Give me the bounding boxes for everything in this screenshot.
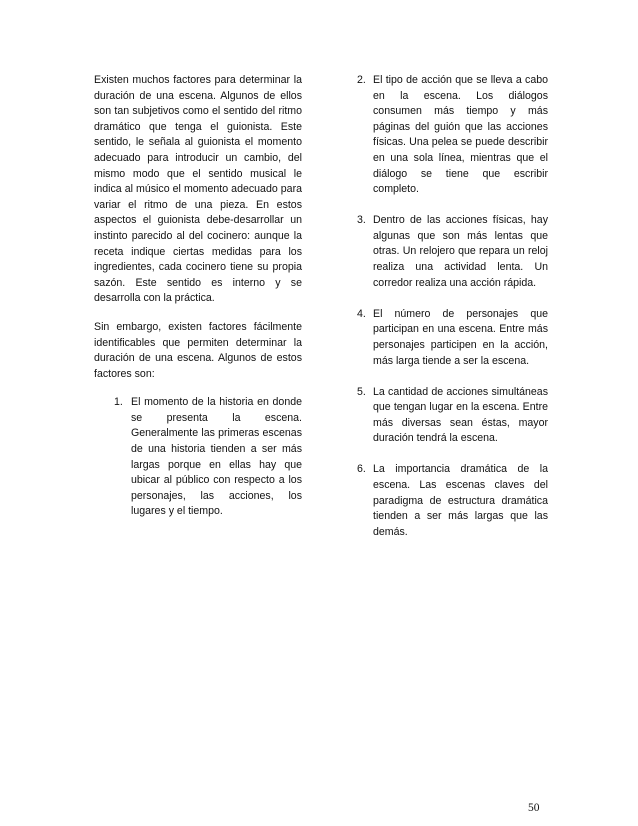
list-item-text: El momento de la historia en donde se presenta la escena. Generalmente las primeras escenas de una historia tienden a ser más largas porque en ellas hay que ubicar al público con respecto a los personajes, las acciones, los lugares y el tiempo. — [131, 396, 302, 518]
list-item-number: 6. — [357, 463, 366, 476]
list-item — [357, 213, 548, 291]
list-item — [357, 307, 548, 369]
list-item-text: Dentro de las acciones físicas, hay algunas que son más lentas que otras. Un relojero que repara un reloj realiza una actividad lenta. Un corredor realiza una acción rápida. — [373, 214, 548, 289]
list-item — [357, 462, 548, 540]
list-item-text: La importancia dramática de la escena. Las escenas claves del paradigma de estructura dramática tienden a ser más largas que las demás. — [373, 463, 548, 538]
right-column — [357, 73, 548, 556]
intro-paragraph: Existen muchos factores para determinar la duración de una escena. Algunos de ellos son tan subjetivos como el sentido del ritmo dramático que tenga el guionista. Este sentido, le señala al guionista el momento adecuado para introducir un cambio, del mismo modo que el sentido musical le indica al músico el momento adecuado para variar el ritmo de una pieza. En estos aspectos el guionista debe-desarrollar un instinto parecido al del cocinero: aunque la receta indique ciertas medidas para los ingredientes, cada cocinero tiene su propia sazón. Este sentido es interno y se desarrolla con la práctica. — [94, 74, 302, 305]
factors-intro-paragraph: Sin embargo, existen factores fácilmente identificables que permiten determinar la duración de una escena. Algunos de estos factores son: — [94, 320, 302, 380]
list-item-number: 5. — [357, 385, 366, 398]
list-item — [357, 73, 548, 198]
list-item-text: La cantidad de acciones simultáneas que tengan lugar en la escena. Entre más diversas sean éstas, mayor duración tendrá la escena. — [373, 385, 548, 445]
list-item-number: 4. — [357, 307, 366, 320]
factors-list-right — [357, 73, 548, 540]
list-item-number: 2. — [357, 74, 366, 86]
list-item-text: El tipo de acción que se lleva a cabo en la escena. Los diálogos consumen más tiempo y más páginas del guión que las acciones físicas. Una pelea se puede describir en una sola línea, mientras que el diálogo se tiene que escribir completo. — [373, 74, 548, 196]
list-item-number: 1. — [114, 396, 123, 409]
left-column — [94, 73, 302, 520]
list-item — [357, 385, 548, 447]
list-item-number: 3. — [357, 214, 366, 227]
page-number: 50 — [528, 802, 540, 814]
factors-list-left — [94, 395, 302, 520]
list-item — [94, 395, 302, 520]
list-item-text: El número de personajes que participan en una escena. Entre más personajes participen en la acción, más larga tiende a ser la escena. — [373, 307, 548, 367]
